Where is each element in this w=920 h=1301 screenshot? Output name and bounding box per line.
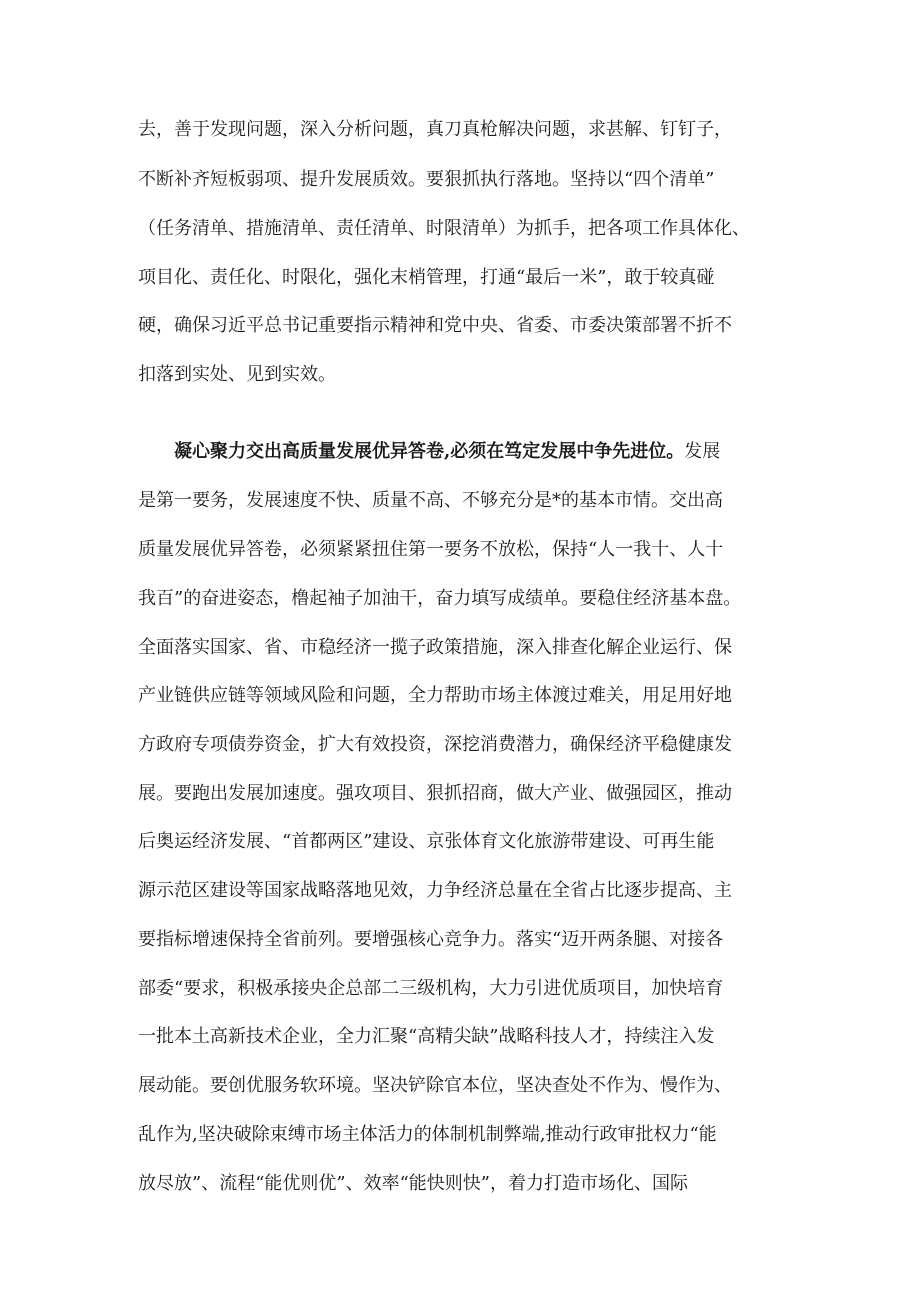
paragraph-2-line: 后奥运经济发展、“首都两区”建设、京张体育文化旅游带建设、可再生能 xyxy=(138,831,715,852)
paragraph-2-line: 乱作为,坚决破除束缚市场主体活力的体制机制弊端,推动行政审批权力“能 xyxy=(138,1124,717,1145)
paragraph-2-line: 源示范区建设等国家战略落地见效，力争经济总量在全省占比逐步提高、主 xyxy=(138,880,732,901)
paragraph-2-line: 全面落实国家、省、市稳经济一揽子政策措施，深入排查化解企业运行、保 xyxy=(138,637,732,658)
paragraph-2-line: 一批本土高新技术企业，全力汇聚“高精尖缺”战略科技人才，持续注入发 xyxy=(138,1026,715,1047)
paragraph-2-line: 放尽放”、流程“能优则优”、效率“能快则快”，着力打造市场化、国际 xyxy=(138,1173,689,1194)
paragraph-1-line: 不断补齐短板弱项、提升发展质效。要狠抓执行落地。坚持以“四个清单” xyxy=(138,169,715,190)
paragraph-1-line: 项目化、责任化、时限化，强化末梢管理，打通“最后一米”，敢于较真碰 xyxy=(138,267,715,288)
paragraph-2-line: 部委“要求，积极承接央企总部二三级机构，大力引进优质项目，加快培育 xyxy=(138,978,724,999)
paragraph-2-line: 是第一要务，发展速度不快、质量不高、不够充分是*的基本市情。交出高 xyxy=(138,490,723,511)
paragraph-2-line: 展。要跑出发展加速度。强攻项目、狠抓招商，做大产业、做强园区，推动 xyxy=(138,783,732,804)
paragraph-2-line: 我百”的奋进姿态，橹起袖子加油干，奋力填写成绩单。要稳住经济基本盘。 xyxy=(138,588,742,609)
paragraph-2-heading: 凝心聚力交出高质量发展优异答卷,必须在笃定发展中争先进位。 xyxy=(174,441,685,462)
paragraph-1-line: 去，善于发现问题，深入分析问题，真刀真枪解决问题，求甚解、钉钉子， xyxy=(138,119,732,140)
paragraph-2-line: 展动能。要创优服务软环境。坚决铲除官本位，坚决查处不作为、慢作为、 xyxy=(138,1075,732,1096)
paragraph-1-line: （任务清单、措施清单、责任清单、时限清单）为抓手，把各项工作具体化、 xyxy=(138,218,750,239)
paragraph-2-line: 产业链供应链等领域风险和问题，全力帮助市场主体渡过难关，用足用好地 xyxy=(138,685,732,706)
paragraph-2-line: 要指标增速保持全省前列。要增强核心竞争力。落实“迈开两条腿、对接各 xyxy=(138,929,724,950)
paragraph-2-first-line xyxy=(174,435,804,469)
paragraph-1-line: 扣落到实处、见到实效。 xyxy=(138,364,336,385)
paragraph-1-line: 硬，确保习近平总书记重要指示精神和党中央、省委、市委决策部署不折不 xyxy=(138,315,732,336)
paragraph-2-first-line-rest: 发展 xyxy=(684,441,721,462)
paragraph-2-line: 方政府专项债券资金，扩大有效投资，深挖消费潜力，确保经济平稳健康发 xyxy=(138,734,732,755)
paragraph-2-line: 质量发展优异答卷，必须紧紧扭住第一要务不放松，保持“人一我十、人十 xyxy=(138,539,724,560)
